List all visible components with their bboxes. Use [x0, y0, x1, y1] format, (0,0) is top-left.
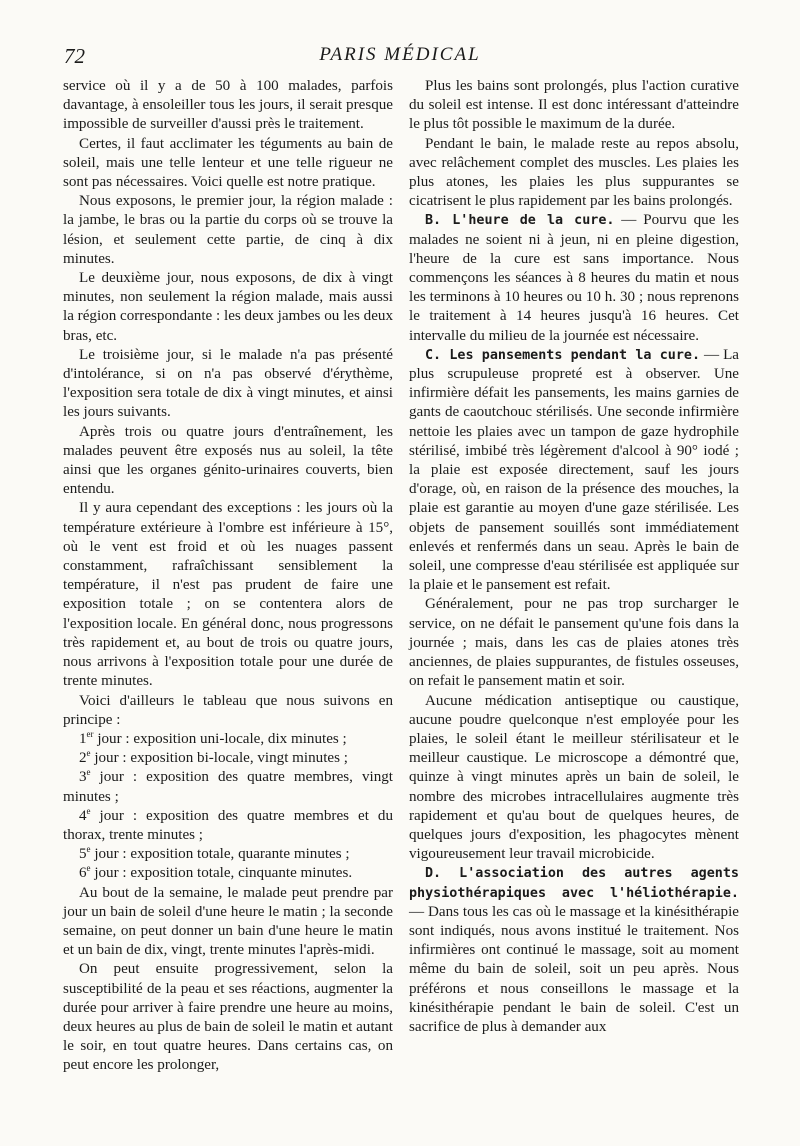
schedule-list	[63, 730, 393, 884]
section-heading: C. Les pansements pendant la cure.	[425, 347, 701, 363]
right-column	[409, 77, 739, 1037]
paragraph: Aucune médication antiseptique ou caustique, aucune poudre quelconque n'est employée pour les plaies, le soleil étant le meilleur stérilisateur et le meilleur caustique. Le microscope a démontré que, quinze à vingt minutes après un bain de soleil, le nombre des microbes intracellulaires augmente très rapidement et qu'au bout de quelques heures, de quelques jours d'exposition, les phagocytes mènent vigoureusement leur travail microbicide.	[409, 692, 739, 863]
paragraph: Plus les bains sont prolongés, plus l'action curative du soleil est intense. Il est donc intéressant d'atteindre le plus tôt possible le maximum de la durée.	[409, 78, 739, 133]
paragraph: Certes, il faut acclimater les téguments au bain de soleil, mais une telle lenteur et une telle rigueur ne sont pas nécessaires. Voici quelle est notre pratique.	[63, 135, 393, 191]
paragraph: Après trois ou quatre jours d'entraînement, les malades peuvent être exposés nus au soleil, la tête ainsi que les organes génito-urinaires couverts, bien entendu.	[63, 423, 393, 498]
schedule-item: 3e jour : exposition des quatre membres, vingt minutes ;	[63, 767, 393, 805]
left-column	[63, 77, 393, 1076]
section-heading: D. L'association des autres agents physiothérapiques avec l'héliothérapie.	[409, 866, 739, 901]
section-c: C. Les pansements pendant la cure. — La plus scrupuleuse propreté est à observer. Une infirmière défait les pansements, les mains garnies de gants de caoutchouc stérilisés. Une seconde infirmière nettoie les plaies avec un tampon de gaze hydrophile stérilisé, imbibé très légèrement d'alcool à 90° iodé ; la plaie est exposée directement, sauf les jours d'orage, où, en raison de la présence des mouches, la plaie est garantie au moyen d'une gaze stérilisée. Les objets de pansement souillés sont immédiatement enlevés et renfermés dans un seau. Après le bain de soleil, une compresse d'eau stérilisée est appliquée sur la plaie et le pansement est refait.	[409, 346, 740, 594]
page-number: 72	[64, 44, 85, 68]
paragraph: Pendant le bain, le malade reste au repos absolu, avec relâchement complet des muscles. Les plaies les plus atones, les plaies les plus suppurantes se cicatrisent le plus rapidement par les bains prolongés.	[409, 135, 739, 210]
paragraph: Le troisième jour, si le malade n'a pas présenté d'intolérance, si on n'a pas observé d'érythème, l'exposition sera totale de dix à vingt minutes, et ainsi les jours suivants.	[63, 346, 393, 421]
page-header	[64, 44, 736, 70]
schedule-item: 4e jour : exposition des quatre membres et du thorax, trente minutes ;	[63, 805, 393, 843]
paragraph: service où il y a de 50 à 100 malades, parfois davantage, à ensoleiller tous les jours, il serait presque impossible de surveiller d'aussi près le traitement.	[63, 78, 393, 133]
schedule-item: 2e jour : exposition bi-locale, vingt minutes ;	[79, 748, 348, 767]
paragraph: Il y aura cependant des exceptions : les jours où la température extérieure à l'ombre est inférieure à 15°, où le vent est froid et où les nuages passent constamment, rafraîchissant sensiblement la température, il n'est pas prudent de faire une exposition totale ; on se contentera alors de l'exposition locale. En général donc, nous progressons très rapidement et, au bout de trois ou quatre jours, nous arrivons à l'exposition totale pour une durée de trente minutes.	[63, 500, 393, 690]
section-heading: B. L'heure de la cure.	[425, 213, 615, 229]
schedule-item: 5e jour : exposition totale, quarante minutes ;	[79, 844, 350, 863]
schedule-item: 1er jour : exposition uni-locale, dix minutes ;	[79, 728, 347, 747]
paragraph: Le deuxième jour, nous exposons, de dix à vingt minutes, non seulement la région malade, mais aussi la région correspondante : les deux jambes ou les deux bras, etc.	[63, 270, 393, 344]
paragraph: Au bout de la semaine, le malade peut prendre par jour un bain de soleil d'une heure le matin ; la seconde semaine, on peut donner un bain d'une heure le matin et un bain de dix, vingt, trente minutes l'après-midi.	[63, 884, 393, 959]
schedule-item: 6e jour : exposition totale, cinquante minutes.	[79, 863, 353, 882]
section-d: D. L'association des autres agents physiothérapiques avec l'héliothérapie. — Dans tous les cas où le massage et la kinésithérapie sont indiqués, nous avons institué le traitement. Nos infirmières ont continué le massage, soit au moment même du bain de soleil, soit un peu après. Nous préférons et nous conseillons le massage et la kinésithérapie pendant le bain de soleil. C'est un sacrifice de plus à demander aux	[409, 866, 739, 1035]
paragraph: Généralement, pour ne pas trop surcharger le service, on ne défait le pansement qu'une fois dans la journée ; mais, dans les cas de plaies atones très anciennes, de plaies suppurantes, de fistules osseuses, on refait le pansement matin et soir.	[409, 596, 739, 690]
running-title: PARIS MÉDICAL	[319, 44, 481, 65]
paragraph: Nous exposons, le premier jour, la région malade : la jambe, le bras ou la partie du corps où se trouve la lésion, et seulement cette partie, de cinq à dix minutes.	[63, 193, 393, 267]
paragraph: Voici d'ailleurs le tableau que nous suivons en principe :	[63, 692, 393, 728]
section-b: B. L'heure de la cure. — Pourvu que les malades ne soient ni à jeun, ni en pleine digestion, l'heure de la cure est sans importance. Nous commençons les séances à 8 heures du matin et nous les terminons à 10 heures ou 10 h. 30 ; nous reprenons le traitement à 14 heures jusqu'à 16 heures. Cet intervalle du milieu de la journée est nécessaire.	[409, 212, 739, 344]
paragraph: On peut ensuite progressivement, selon la susceptibilité de la peau et ses réactions, augmenter la durée pour arriver à faire prendre une heure au moins, deux heures au plus de bain de soleil le matin et autant le soir, en tout quatre heures. Dans certains cas, on peut encore les prolonger,	[63, 961, 393, 1074]
